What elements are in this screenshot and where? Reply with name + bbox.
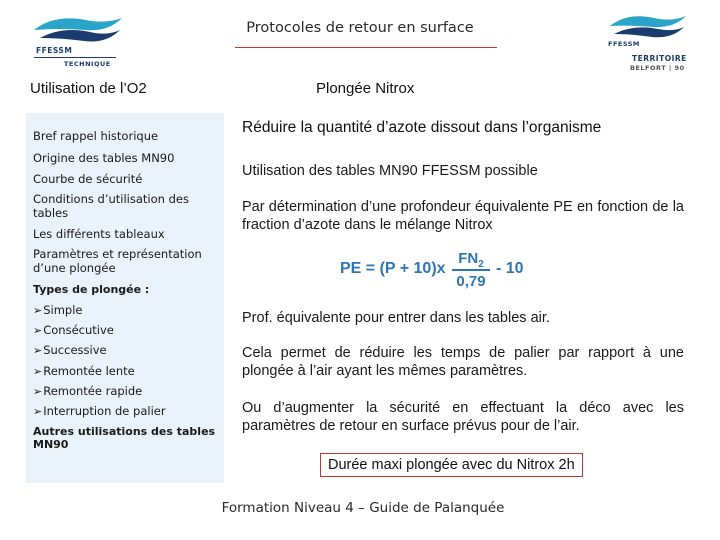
logo-right-line2: BELFORT | 90 (630, 64, 685, 72)
sidebar-type-item[interactable]: ➢Successive (33, 343, 107, 357)
logo-left-name: FFESSM (36, 46, 73, 55)
ffessm-technique-logo (30, 12, 126, 70)
fraction-bar (452, 269, 490, 271)
sidebar-types-heading: Types de plongée : (33, 283, 150, 296)
sidebar-type-item[interactable]: ➢Simple (33, 303, 83, 317)
formula-fraction (452, 250, 490, 290)
main-heading: Réduire la quantité d’azote dissout dans l’organisme (242, 119, 602, 136)
sidebar-item[interactable]: Conditions d’utilisation des tables (33, 192, 189, 220)
sidebar-type-item[interactable]: ➢Interruption de palier (33, 404, 166, 418)
formula-numerator: $FN_2$ (458, 250, 484, 270)
formula-right: - 10 (496, 260, 524, 277)
paragraph-determination: Par détermination d’une profondeur équivalente PE en fonction de la fraction d’azote dans le mélange Nitrox (242, 199, 684, 233)
logo-right-name: FFESSM (608, 40, 640, 48)
logo-left-subtitle: TECHNIQUE (64, 60, 111, 68)
paragraph-securite: Ou d’augmenter la sécurité en effectuant la déco avec les paramètres de retour en surface prévus pour de l’air. (242, 400, 684, 434)
formula-denominator: 0,79 (456, 273, 486, 290)
arrow-right-icon: ➢ (33, 365, 43, 378)
sidebar-type-item[interactable]: ➢Consécutive (33, 323, 114, 337)
arrow-right-icon: ➢ (33, 344, 43, 357)
arrow-right-icon: ➢ (33, 324, 43, 337)
sidebar-type-item[interactable]: ➢Remontée rapide (33, 384, 143, 398)
section-title-left: Utilisation de l’O2 (30, 80, 147, 97)
page-title: Protocoles de retour en surface (246, 20, 474, 36)
pe-formula (340, 250, 530, 292)
formula-left: PE = (P + 10)x (340, 260, 446, 277)
arrow-right-icon: ➢ (33, 304, 43, 317)
sidebar-item[interactable]: Bref rappel historique (33, 129, 159, 143)
paragraph-temps-palier: Cela permet de réduire les temps de palier par rapport à une plongée à l’air ayant les mêmes paramètres. (242, 345, 684, 379)
paragraph-tables: Utilisation des tables MN90 FFESSM possible (242, 163, 538, 179)
arrow-right-icon: ➢ (33, 385, 43, 398)
sidebar-item[interactable]: Paramètres et représentation d’une plongée (33, 247, 202, 275)
arrow-right-icon: ➢ (33, 405, 43, 418)
logo-left-divider (34, 57, 116, 58)
boxed-note: Durée maxi plongée avec du Nitrox 2h (320, 453, 583, 477)
title-underline (235, 47, 497, 48)
sidebar-other-heading[interactable]: Autres utilisations des tables MN90 (33, 425, 216, 451)
sidebar-type-item[interactable]: ➢Remontée lente (33, 364, 135, 378)
footer-text: Formation Niveau 4 – Guide de Palanquée (221, 500, 505, 516)
sidebar-item[interactable]: Les différents tableaux (33, 227, 165, 241)
sidebar-item[interactable]: Courbe de sécurité (33, 172, 143, 186)
sidebar-item[interactable]: Origine des tables MN90 (33, 151, 175, 165)
paragraph-prof-equivalente: Prof. équivalente pour entrer dans les tables air. (242, 310, 550, 326)
logo-right-line1: TERRITOIRE (632, 54, 687, 63)
section-title-right: Plongée Nitrox (316, 80, 415, 97)
ffessm-territoire-logo (606, 12, 688, 74)
